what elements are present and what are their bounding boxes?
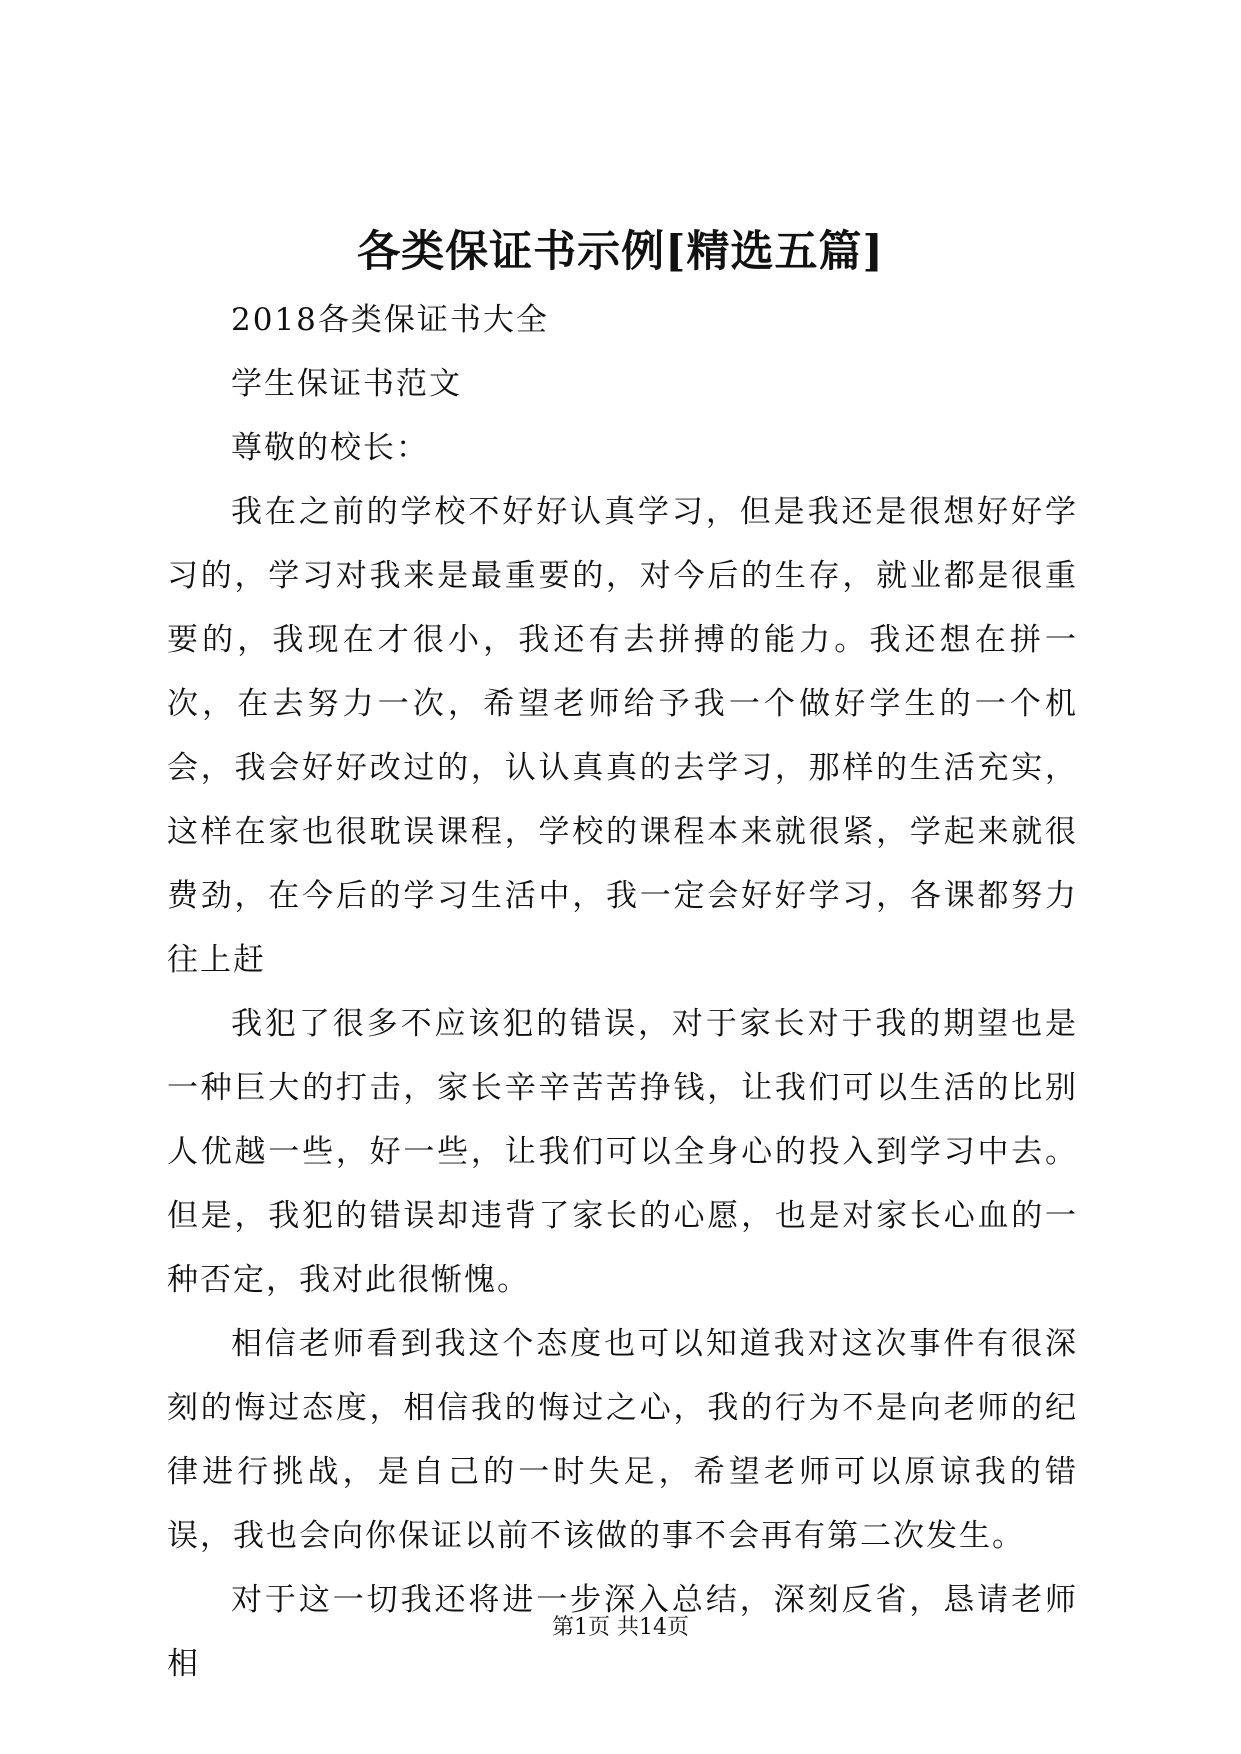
- document-body: [167, 288, 1078, 1696]
- subtitle-line: 2018各类保证书大全: [231, 302, 549, 338]
- page-number-footer: 第1页 共14页: [552, 1615, 689, 1640]
- salutation: 尊敬的校长：: [231, 430, 429, 466]
- body-paragraph: 对于这一切我还将进一步深入总结，深刻反省，恳请老师相: [167, 1582, 1078, 1682]
- body-paragraph: 我犯了很多不应该犯的错误，对于家长对于我的期望也是一种巨大的打击，家长辛辛苦苦挣钱，让我们可以生活的比别人优越一些，好一些，让我们可以全身心的投入到学习中去。但是，我犯的错误却违背了家长的心愿，也是对家长心血的一种否定，我对此很惭愧。: [167, 1006, 1078, 1298]
- section-heading: 学生保证书范文: [231, 366, 462, 402]
- document-title: 各类保证书示例[精选五篇]: [357, 227, 884, 277]
- body-paragraph: 我在之前的学校不好好认真学习，但是我还是很想好好学习的，学习对我来是最重要的，对今后的生存，就业都是很重要的，我现在才很小，我还有去拼搏的能力。我还想在拼一次，在去努力一次，希望老师给予我一个做好学生的一个机会，我会好好改过的，认认真真的去学习，那样的生活充实，这样在家也很耽误课程，学校的课程本来就很紧，学起来就很费劲，在今后的学习生活中，我一定会好好学习，各课都努力往上赶: [167, 494, 1078, 978]
- body-paragraph: 相信老师看到我这个态度也可以知道我对这次事件有很深刻的悔过态度，相信我的悔过之心，我的行为不是向老师的纪律进行挑战，是自己的一时失足，希望老师可以原谅我的错误，我也会向你保证以前不该做的事不会再有第二次发生。: [167, 1326, 1078, 1554]
